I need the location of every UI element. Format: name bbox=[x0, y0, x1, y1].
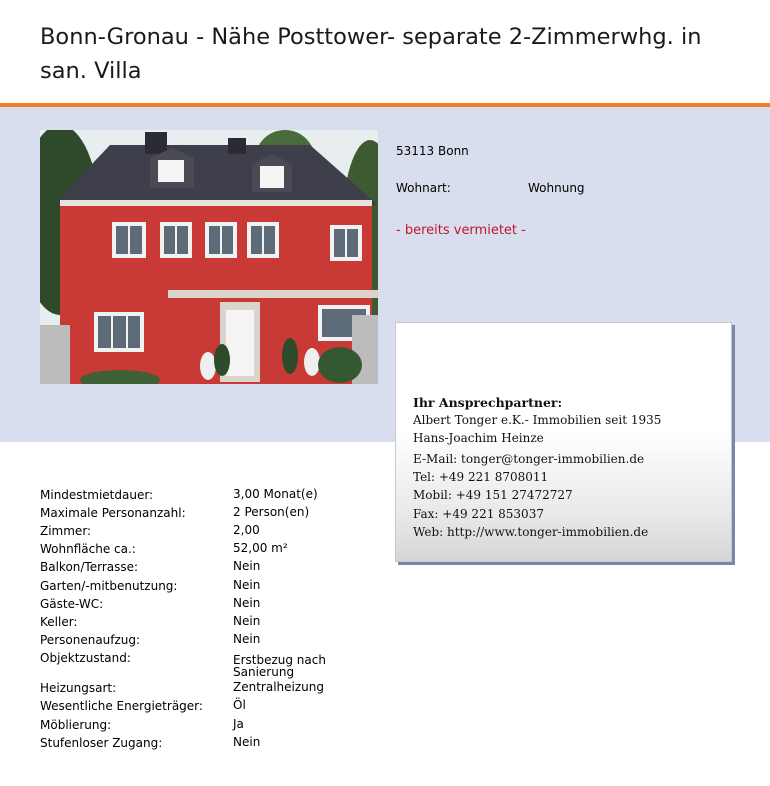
contact-web[interactable]: Web: http://www.tonger-immobilien.de bbox=[413, 525, 649, 539]
wohnart-value: Wohnung bbox=[528, 181, 585, 195]
contact-box bbox=[395, 322, 732, 562]
detail-label: Zimmer: bbox=[40, 524, 92, 538]
contact-person: Hans-Joachim Heinze bbox=[413, 431, 544, 445]
detail-label: Stufenloser Zugang: bbox=[40, 736, 163, 750]
contact-mobil: Mobil: +49 151 27472727 bbox=[413, 488, 573, 502]
detail-value: Ja bbox=[233, 717, 244, 731]
location-text: 53113 Bonn bbox=[396, 144, 469, 158]
detail-value: 2 Person(en) bbox=[233, 505, 310, 519]
detail-value: Nein bbox=[233, 614, 261, 628]
property-photo[interactable] bbox=[40, 130, 378, 384]
detail-value: Öl bbox=[233, 698, 246, 712]
contact-tel: Tel: +49 221 8708011 bbox=[413, 470, 549, 484]
detail-value: Nein bbox=[233, 596, 261, 610]
contact-email[interactable]: E-Mail: tonger@tonger-immobilien.de bbox=[413, 452, 645, 466]
detail-label: Mindestmietdauer: bbox=[40, 488, 154, 502]
status-text: - bereits vermietet - bbox=[396, 223, 526, 238]
detail-value: Nein bbox=[233, 559, 261, 573]
detail-label: Möblierung: bbox=[40, 718, 112, 732]
detail-label: Personenaufzug: bbox=[40, 633, 141, 647]
detail-value: 3,00 Monat(e) bbox=[233, 487, 318, 501]
detail-value: Nein bbox=[233, 632, 261, 646]
detail-label: Objektzustand: bbox=[40, 651, 131, 665]
detail-label: Keller: bbox=[40, 615, 78, 629]
detail-label: Gäste-WC: bbox=[40, 597, 104, 611]
detail-value: 52,00 m² bbox=[233, 541, 288, 555]
detail-label: Wohnfläche ca.: bbox=[40, 542, 136, 556]
page-title: Bonn-Gronau - Nähe Posttower- separate 2-Zimmerwhg. in san. Villa bbox=[40, 24, 702, 84]
detail-value: Nein bbox=[233, 578, 261, 592]
contact-fax: Fax: +49 221 853037 bbox=[413, 507, 544, 521]
detail-value: Erstbezug nach Sanierung bbox=[233, 653, 326, 679]
contact-heading: Ihr Ansprechpartner: bbox=[413, 395, 563, 410]
contact-company: Albert Tonger e.K.- Immobilien seit 1935 bbox=[413, 413, 662, 427]
detail-value: 2,00 bbox=[233, 523, 260, 537]
detail-label: Heizungsart: bbox=[40, 681, 117, 695]
detail-label: Wesentliche Energieträger: bbox=[40, 699, 203, 713]
wohnart-label: Wohnart: bbox=[396, 181, 451, 195]
detail-label: Maximale Personanzahl: bbox=[40, 506, 186, 520]
detail-label: Balkon/Terrasse: bbox=[40, 560, 139, 574]
detail-label: Garten/-mitbenutzung: bbox=[40, 579, 178, 593]
detail-value: Nein bbox=[233, 735, 261, 749]
detail-value: Zentralheizung bbox=[233, 680, 324, 694]
